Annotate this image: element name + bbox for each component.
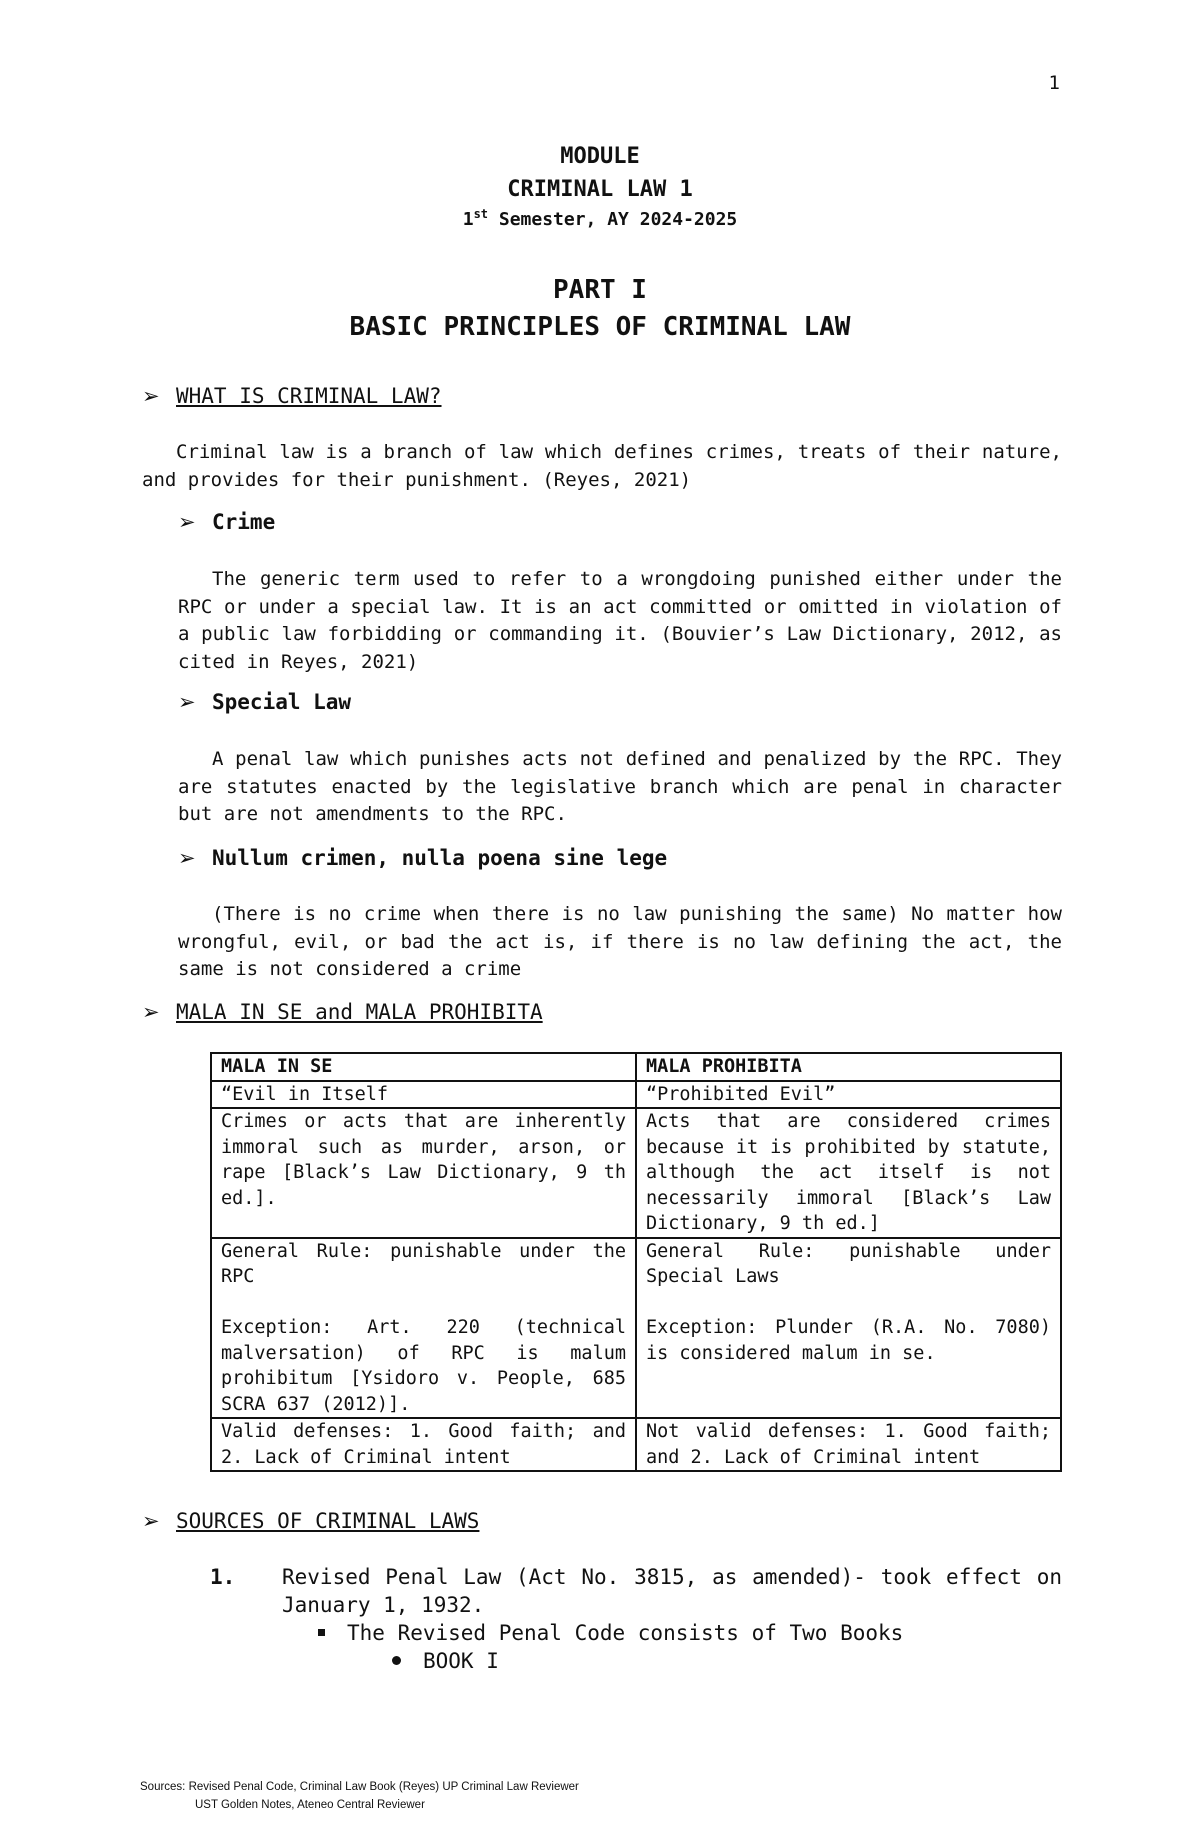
paragraph-what-is-criminal-law (142, 439, 1062, 494)
semester-rest: Semester, AY 2024-2025 (488, 209, 738, 230)
footer-sources-line-2: UST Golden Notes, Ateneo Central Reviewer (195, 1799, 425, 1811)
arrowhead-bullet-icon: ➢ (142, 1509, 160, 1533)
module-label: MODULE (560, 144, 640, 169)
heading-text: SOURCES OF CRIMINAL LAWS (176, 1509, 480, 1533)
semester-line (0, 207, 1200, 230)
list-number: 1. (210, 1565, 236, 1589)
table-cell: Crimes or acts that are inherently immoral such as murder, arson, or rape [Black’s Law Dictionary, 9 th ed.]. (211, 1108, 636, 1238)
arrowhead-bullet-icon: ➢ (142, 384, 160, 408)
heading-sources-of-criminal-laws (142, 1509, 479, 1533)
heading-nullum-crimen (178, 846, 667, 870)
paragraph-special-law (178, 746, 1062, 829)
heading-what-is-criminal-law (142, 384, 442, 408)
heading-text: Crime (212, 510, 276, 534)
arrowhead-bullet-icon: ➢ (142, 1000, 160, 1024)
table-cell (636, 1238, 1061, 1419)
cell-general-rule: General Rule: punishable under Special Laws (646, 1240, 1051, 1287)
sub-item-text: The Revised Penal Code consists of Two Books (347, 1621, 904, 1645)
paragraph-text: (There is no crime when there is no law punishing the same) No matter how wrongful, evil, or bad the act is, if there is no law defining the act, the same is not considered a crime (178, 903, 1062, 980)
sources-list-item-1 (210, 1563, 1062, 1619)
paragraph-text: The generic term used to refer to a wrongdoing punished either under the RPC or under a special law. It is an act committed or omitted in violation of a public law forbidding or commanding it. (Bouvier’s Law Dictionary, 2012, as cited in Reyes, 2021) (178, 568, 1062, 673)
table-cell (211, 1238, 636, 1419)
heading-text: WHAT IS CRIMINAL LAW? (176, 384, 442, 408)
sources-sub-item (318, 1619, 903, 1647)
table-row (211, 1053, 1061, 1081)
list-item (210, 1563, 1062, 1619)
paragraph-crime (178, 566, 1062, 676)
mala-comparison-table (210, 1052, 1062, 1472)
semester-ordinal-suffix: st (473, 207, 489, 221)
table-row (211, 1108, 1061, 1238)
table-header-cell: MALA IN SE (211, 1053, 636, 1081)
semester-ordinal: 1 (462, 209, 474, 230)
heading-text: MALA IN SE and MALA PROHIBITA (176, 1000, 543, 1024)
table-cell: “Prohibited Evil” (636, 1081, 1061, 1109)
cell-general-rule: General Rule: punishable under the RPC (221, 1240, 626, 1287)
table-cell: “Evil in Itself (211, 1081, 636, 1109)
footer-sources-line-1: Sources: Revised Penal Code, Criminal Law Book (Reyes) UP Criminal Law Reviewer (140, 1781, 579, 1793)
arrowhead-bullet-icon: ➢ (178, 510, 196, 534)
page-number: 1 (1048, 72, 1060, 94)
table-cell: Acts that are considered crimes because it is prohibited by statute, although the act itself is not necessarily immoral [Black’s Law Dictionary, 9 th ed.] (636, 1108, 1061, 1238)
paragraph-nullum-crimen (178, 901, 1062, 984)
part-title: BASIC PRINCIPLES OF CRIMINAL LAW (349, 312, 851, 342)
table-cell: Not valid defenses: 1. Good faith; and 2. Lack of Criminal intent (636, 1418, 1061, 1471)
sources-sub-sub-item (392, 1647, 499, 1675)
paragraph-text: A penal law which punishes acts not defined and penalized by the RPC. They are statutes enacted by the legislative branch which are penal in character but are not amendments to the RPC. (178, 748, 1062, 825)
course-title: CRIMINAL LAW 1 (507, 177, 693, 202)
table-row (211, 1418, 1061, 1471)
heading-text: Nullum crimen, nulla poena sine lege (212, 846, 668, 870)
list-item-text: Revised Penal Law (Act No. 3815, as amended)- took effect on January 1, 1932. (282, 1565, 1062, 1617)
sub-sub-item-text: BOOK I (423, 1649, 499, 1673)
arrowhead-bullet-icon: ➢ (178, 846, 196, 870)
square-bullet-icon (318, 1629, 325, 1636)
part-label: PART I (553, 275, 647, 305)
arrowhead-bullet-icon: ➢ (178, 690, 196, 714)
cell-exception: Exception: Plunder (R.A. No. 7080) is considered malum in se. (646, 1317, 1051, 1364)
heading-mala-in-se-prohibita (142, 1000, 543, 1024)
heading-crime (178, 510, 275, 534)
table-row (211, 1238, 1061, 1419)
cell-exception: Exception: Art. 220 (technical malversation) of RPC is malum prohibitum [Ysidoro v. People, 685 SCRA 637 (2012)]. (221, 1317, 626, 1415)
heading-special-law (178, 690, 351, 714)
table-cell: Valid defenses: 1. Good faith; and 2. Lack of Criminal intent (211, 1418, 636, 1471)
table-row (211, 1081, 1061, 1109)
heading-text: Special Law (212, 690, 352, 714)
table-header-cell: MALA PROHIBITA (636, 1053, 1061, 1081)
paragraph-text: Criminal law is a branch of law which defines crimes, treats of their nature, and provides for their punishment. (Reyes, 2021) (142, 441, 1062, 491)
round-bullet-icon (392, 1656, 401, 1665)
